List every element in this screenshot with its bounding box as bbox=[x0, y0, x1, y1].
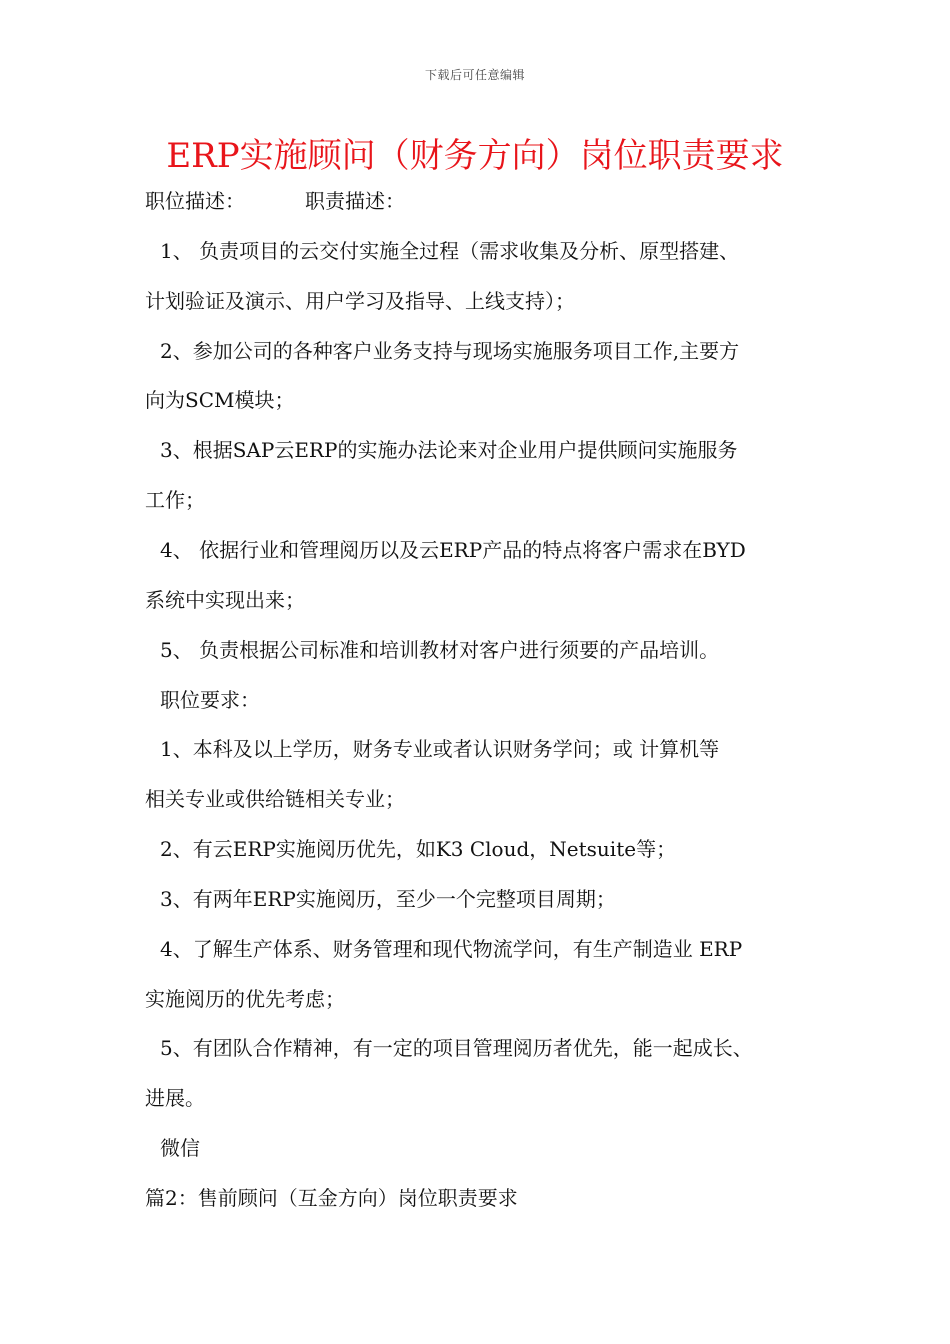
duty-line: 4、 依据行业和管理阅历以及云ERP产品的特点将客户需求在BYD bbox=[160, 538, 746, 562]
requirements-heading: 职位要求： bbox=[160, 688, 260, 712]
duty-description-label: 职责描述： bbox=[305, 189, 405, 213]
requirement-line: 2、有云ERP实施阅历优先，如K3 Cloud，Netsuite等； bbox=[160, 837, 677, 861]
duty-line: 计划验证及演示、用户学习及指导、上线支持）； bbox=[145, 289, 575, 313]
wechat-label: 微信 bbox=[160, 1136, 200, 1160]
duty-line: 1、 负责项目的云交付实施全过程（需求收集及分析、原型搭建、 bbox=[160, 239, 740, 263]
duty-line: 3、根据SAP云ERP的实施办法论来对企业用户提供顾问实施服务 bbox=[160, 438, 738, 462]
header-note: 下载后可任意编辑 bbox=[424, 68, 525, 82]
next-article-title: 篇2：售前顾问（互金方向）岗位职责要求 bbox=[145, 1186, 518, 1210]
requirement-line: 3、有两年ERP实施阅历，至少一个完整项目周期； bbox=[160, 887, 616, 911]
requirement-line: 相关专业或供给链相关专业； bbox=[145, 787, 405, 811]
requirement-line: 进展。 bbox=[145, 1086, 205, 1110]
document-title: ERP实施顾问（财务方向）岗位职责要求 bbox=[166, 136, 784, 176]
requirement-line: 5、有团队合作精神，有一定的项目管理阅历者优先，能一起成长、 bbox=[160, 1036, 753, 1060]
duty-line: 2、参加公司的各种客户业务支持与现场实施服务项目工作,主要方 bbox=[160, 339, 740, 363]
duty-line: 工作； bbox=[145, 488, 205, 512]
duty-line: 系统中实现出来； bbox=[145, 588, 305, 612]
duty-line: 向为SCM模块； bbox=[145, 388, 295, 412]
requirement-line: 实施阅历的优先考虑； bbox=[145, 987, 345, 1011]
job-description-label: 职位描述： bbox=[145, 189, 245, 213]
duty-line: 5、 负责根据公司标准和培训教材对客户进行须要的产品培训。 bbox=[160, 638, 720, 662]
requirement-line: 1、本科及以上学历，财务专业或者认识财务学问；或 计算机等 bbox=[160, 737, 720, 761]
section-heading-row bbox=[145, 188, 405, 214]
requirement-line: 4、了解生产体系、财务管理和现代物流学问，有生产制造业 ERP bbox=[160, 937, 743, 961]
